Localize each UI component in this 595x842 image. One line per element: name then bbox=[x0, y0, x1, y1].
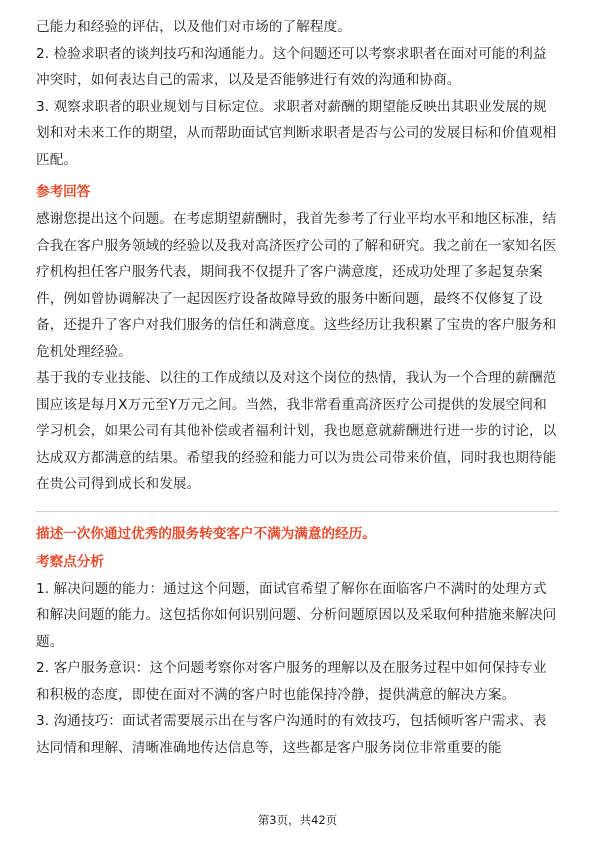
body-line: 己能力和经验的评估，以及他们对市场的了解程度。 bbox=[36, 19, 351, 35]
analysis-item-3: 3. 沟通技巧：面试者需要展示出在与客户沟通时的有效技巧，包括倾听客户需求、表达同情和理解、清晰准确地传达信息等，这些都是客户服务岗位非常重要的能 bbox=[36, 713, 547, 756]
analysis-point-2: 2. 检验求职者的谈判技巧和沟通能力。这个问题还可以考察求职者在面对可能的利益冲突时，如何表达自己的需求，以及是否能够进行有效的沟通和协商。 bbox=[36, 45, 547, 88]
question-title: 描述一次你通过优秀的服务转变客户不满为满意的经历。 bbox=[36, 525, 376, 542]
reference-answer-heading: 参考回答 bbox=[36, 184, 91, 200]
page-number-footer: 第3页，共42页 bbox=[257, 813, 338, 827]
analysis-heading: 考察点分析 bbox=[36, 553, 104, 570]
page-content bbox=[36, 14, 559, 761]
answer-paragraph-2: 基于我的专业技能、以往的工作成绩以及对这个岗位的热情，我认为一个合理的薪酬范围应该是每月X万元至Y万元之间。当然，我非常看重高济医疗公司提供的发展空间和学习机会，如果公司有其他补偿或者福利计划，我也愿意就薪酬进行进一步的讨论，以达成双方都满意的结果。希望我的经验和能力可以为贵公司带来价值，同时我也期待能在贵公司得到成长和发展。 bbox=[36, 370, 557, 492]
section-divider bbox=[36, 511, 559, 512]
analysis-item-1: 1. 解决问题的能力：通过这个问题，面试官希望了解你在面临客户不满时的处理方式和解决问题的能力。这包括你如何识别问题、分析问题原因以及采取何种措施来解决问题。 bbox=[36, 580, 557, 650]
analysis-item-2: 2. 客户服务意识：这个问题考察你对客户服务的理解以及在服务过程中如何保持专业和积极的态度，即使在面对不满的客户时也能保持冷静，提供满意的解决方案。 bbox=[36, 660, 547, 703]
analysis-point-3: 3. 观察求职者的职业规划与目标定位。求职者对薪酬的期望能反映出其职业发展的规划和对未来工作的期望，从而帮助面试官判断求职者是否与公司的发展目标和价值观相匹配。 bbox=[36, 98, 557, 168]
answer-paragraph-1: 感谢您提出这个问题。在考虑期望薪酬时，我首先参考了行业平均水平和地区标准，结合我在客户服务领域的经验以及我对高济医疗公司的了解和研究。我之前在一家知名医疗机构担任客户服务代表，期间我不仅提升了客户满意度，还成功处理了多起复杂案件，例如曾协调解决了一起因医疗设备故障导致的服务中断问题，最终不仅修复了设备，还提升了客户对我们服务的信任和满意度。这些经历让我积累了宝贵的客户服务和危机处理经验。 bbox=[36, 211, 557, 360]
